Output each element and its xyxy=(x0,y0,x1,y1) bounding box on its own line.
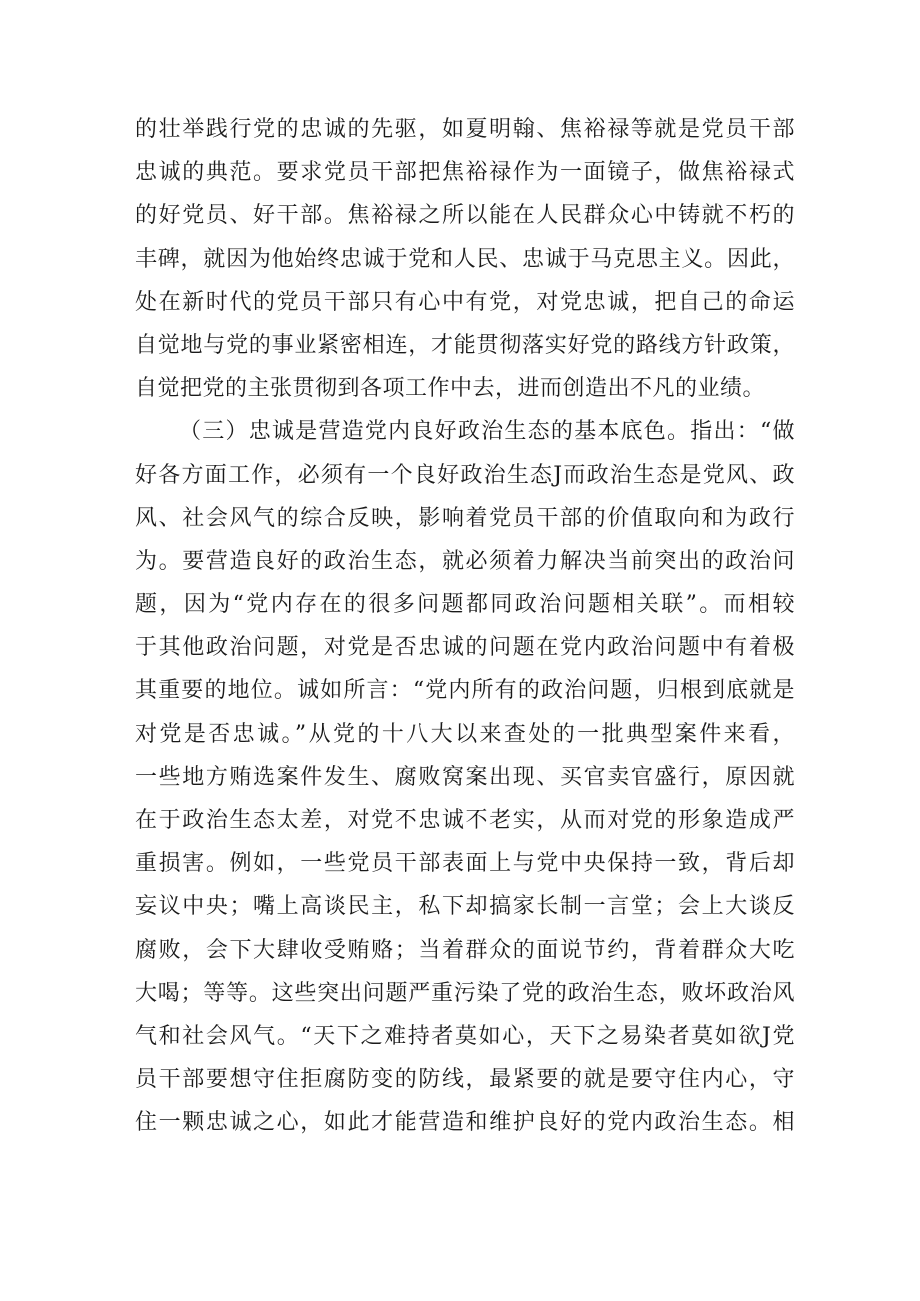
text-line: 好各方面工作，必须有一个良好政治生态J而政治生态是党风、政 xyxy=(135,462,795,488)
text-line: 风、社会风气的综合反映，影响着党员干部的价值取向和为政行 xyxy=(135,505,795,531)
text-line: 的好党员、好干部。焦裕禄之所以能在人民群众心中铸就不朽的 xyxy=(135,203,795,229)
text-line: 题，因为“党内存在的很多问题都同政治问题相关联”。而相较 xyxy=(135,592,795,618)
section-heading-line: （三）忠诚是营造党内良好政治生态的基本底色。指出：“做 xyxy=(179,419,795,445)
text-line: 自觉地与党的事业紧密相连，才能贯彻落实好党的路线方针政策， xyxy=(135,332,795,358)
text-line: 大喝；等等。这些突出问题严重污染了党的政治生态，败坏政治风 xyxy=(135,980,795,1006)
text-line: 员干部要想守住拒腐防变的防线，最紧要的就是要守住内心，守 xyxy=(135,1067,795,1093)
text-line: 妄议中央；嘴上高谈民主，私下却搞家长制一言堂；会上大谈反 xyxy=(135,894,795,920)
text-line: 对党是否忠诚。”从党的十八大以来查处的一批典型案件来看， xyxy=(135,721,795,747)
text-line: 丰碑，就因为他始终忠诚于党和人民、忠诚于马克思主义。因此， xyxy=(135,246,795,272)
text-line: 在于政治生态太差，对党不忠诚不老实，从而对党的形象造成严 xyxy=(135,808,795,833)
text-line: 一些地方贿选案件发生、腐败窝案出现、买官卖官盛行，原因就 xyxy=(135,764,795,790)
text-line: 处在新时代的党员干部只有心中有党，对党忠诚，把自己的命运 xyxy=(135,289,795,315)
text-line: 重损害。例如，一些党员干部表面上与党中央保持一致，背后却 xyxy=(135,851,795,877)
paragraph-end-line: 自觉把党的主张贯彻到各项工作中去，进而创造出不凡的业绩。 xyxy=(135,376,766,402)
text-line: 其重要的地位。诚如所言：“党内所有的政治问题，归根到底就是 xyxy=(135,678,795,704)
text-line: 为。要营造良好的政治生态，就必须着力解决当前突出的政治问 xyxy=(135,548,795,574)
text-line: 的壮举践行党的忠诚的先驱，如夏明翰、焦裕禄等就是党员干部 xyxy=(135,117,795,142)
text-line: 忠诚的典范。要求党员干部把焦裕禄作为一面镜子，做焦裕禄式 xyxy=(135,160,795,186)
text-line: 腐败，会下大肆收受贿赂；当着群众的面说节约，背着群众大吃 xyxy=(135,937,795,963)
text-line: 于其他政治问题，对党是否忠诚的问题在党内政治问题中有着极 xyxy=(135,635,795,661)
text-line: 住一颗忠诚之心，如此才能营造和维护良好的党内政治生态。相 xyxy=(135,1110,795,1136)
text-line: 气和社会风气。“天下之难持者莫如心，天下之易染者莫如欲J党 xyxy=(135,1023,795,1049)
document-body xyxy=(135,108,795,1145)
